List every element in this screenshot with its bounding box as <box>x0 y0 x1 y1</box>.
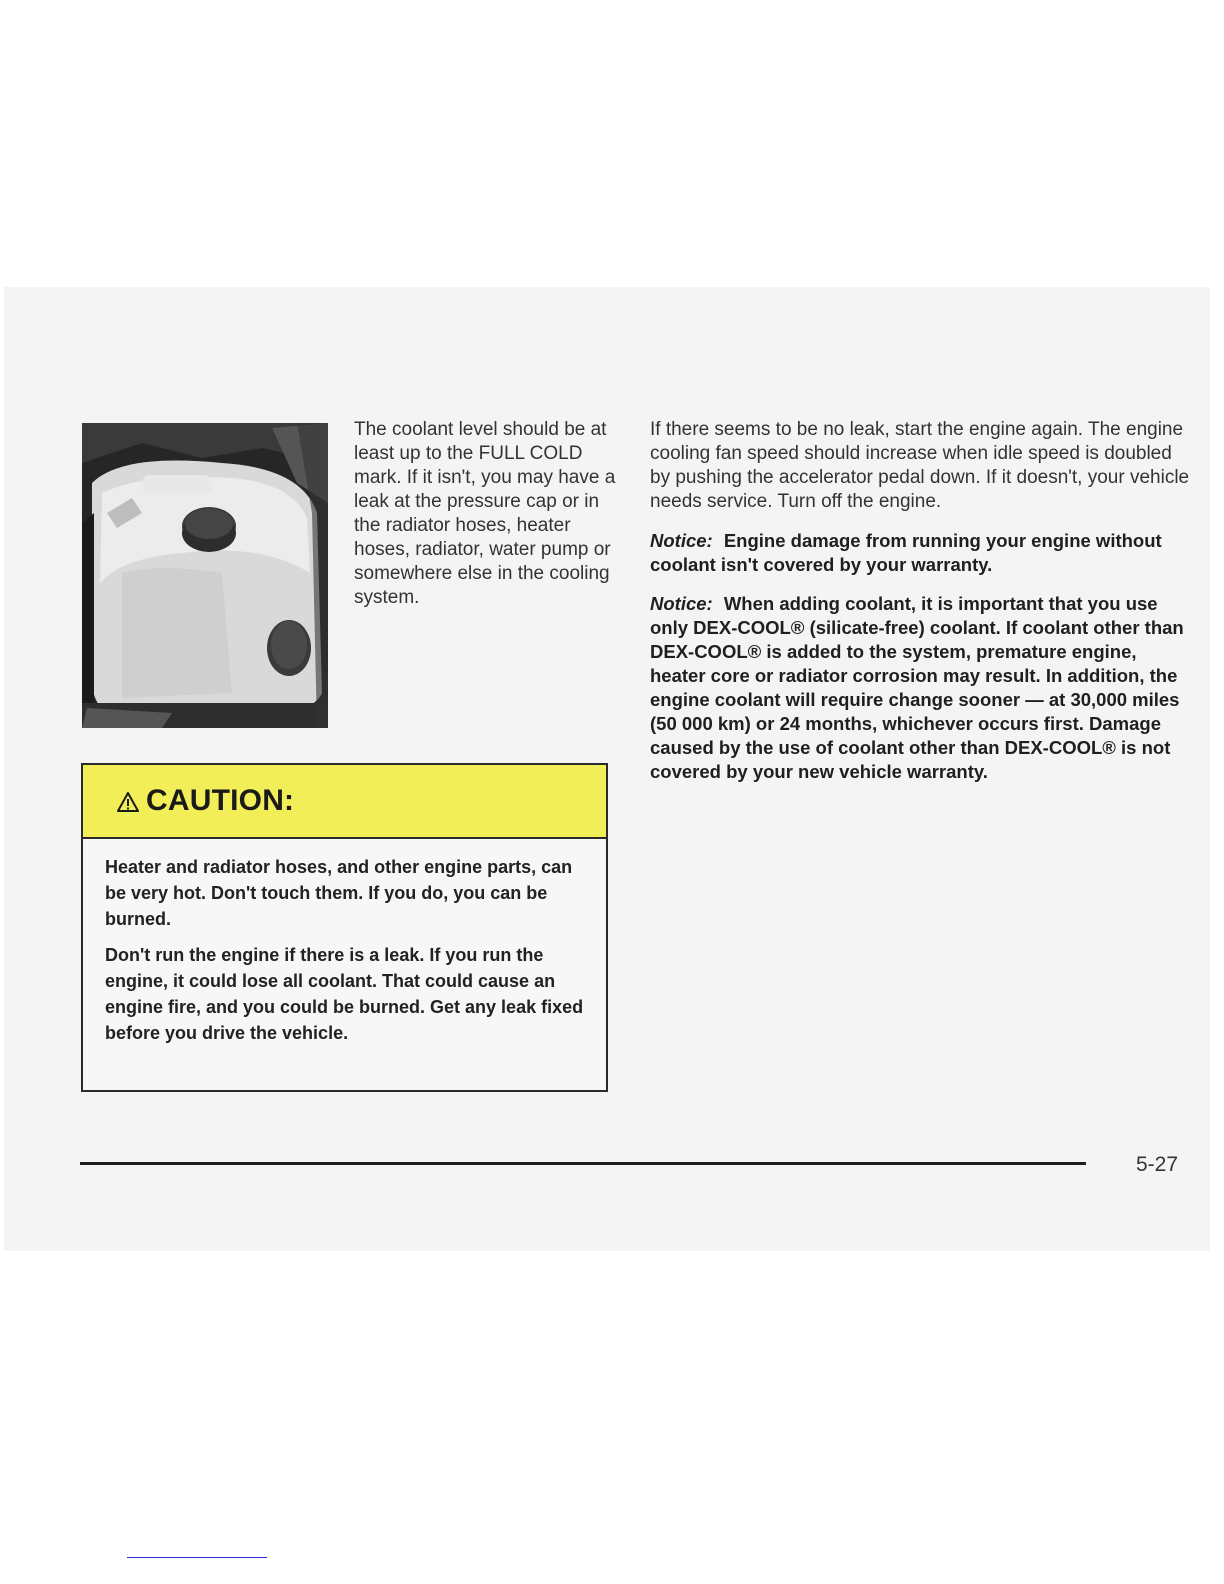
caution-paragraph: Don't run the engine if there is a leak. If you run the engine, it could lose all coolant. That could cause an engine fire, and you could be burned. Get any leak fixed before you drive the vehicle. <box>105 945 584 1043</box>
notice-text: Engine damage from running your engine without coolant isn't covered by your warranty. <box>650 530 1162 575</box>
notice-label: Notice: <box>650 593 713 614</box>
caution-header <box>83 765 606 839</box>
warning-triangle-icon <box>117 791 139 813</box>
notice-dex-cool <box>650 592 1190 784</box>
caution-paragraph: Heater and radiator hoses, and other engine parts, can be very hot. Don't touch them. If you do, you can be burned. <box>105 857 573 929</box>
notice-text: When adding coolant, it is important that you use only DEX-COOL® (silicate-free) coolant. If coolant other than DEX-COOL® is added to the system, premature engine, heater core or radiator corrosion may result. In addition, the engine coolant will require change sooner — at 30,000 miles (50 000 km) or 24 months, whichever occurs first. Damage caused by the use of coolant other than DEX-COOL® is not covered by your new vehicle warranty. <box>650 593 1184 782</box>
bottom-divider <box>127 1557 267 1558</box>
footer-rule <box>80 1162 1086 1165</box>
caution-box <box>81 763 608 1092</box>
intro-text-block <box>354 418 616 610</box>
caution-body <box>83 839 606 1046</box>
caution-title: CAUTION: <box>146 784 295 817</box>
coolant-reservoir-photo <box>82 423 328 728</box>
notice-label: Notice: <box>650 530 713 551</box>
coolant-reservoir-illustration <box>82 423 328 728</box>
right-column <box>650 418 1190 799</box>
intro-paragraph: The coolant level should be at least up to the FULL COLD mark. If it isn't, you may have a leak at the pressure cap or in the radiator hoses, heater hoses, radiator, water pump or somewhere else in the cooling system. <box>354 419 616 608</box>
engine-check-paragraph: If there seems to be no leak, start the engine again. The engine cooling fan speed should increase when idle speed is doubled by pushing the accelerator pedal down. If it doesn't, your vehicle needs service. Turn off the engine. <box>650 419 1190 512</box>
page-number: 5-27 <box>1136 1153 1179 1176</box>
notice-warranty <box>650 529 1190 577</box>
